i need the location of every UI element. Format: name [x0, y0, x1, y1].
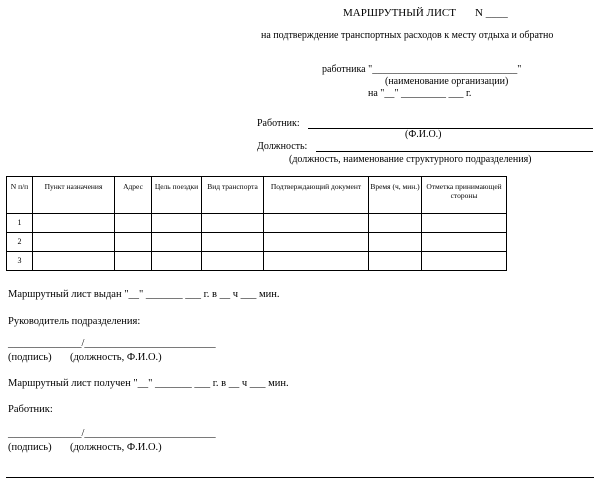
table-cell[interactable]: [369, 233, 422, 252]
column-header-number: N п/п: [7, 177, 33, 214]
fio-caption: (Ф.И.О.): [405, 129, 442, 140]
organization-caption: (наименование организации): [385, 76, 509, 87]
issued-line: Маршрутный лист выдан "__" _______ ___ г. в __ ч ___ мин.: [8, 289, 280, 300]
table-cell[interactable]: [33, 214, 115, 233]
table-cell[interactable]: [152, 252, 202, 271]
worker-name-field[interactable]: [308, 128, 593, 129]
document-title: МАРШРУТНЫЙ ЛИСТ: [343, 7, 456, 19]
table-cell[interactable]: [115, 252, 152, 271]
table-row: [7, 214, 507, 233]
position-caption: (должность, наименование структурного подразделения): [289, 154, 532, 165]
table-cell[interactable]: [152, 214, 202, 233]
received-line: Маршрутный лист получен "__" _______ ___ г. в __ ч ___ мин.: [8, 378, 289, 389]
document-subtitle: на подтверждение транспортных расходов к месту отдыха и обратно: [261, 30, 554, 41]
column-header-document: Подтверждающий документ: [264, 177, 369, 214]
head-signature-line[interactable]: ______________/_________________________: [8, 338, 216, 349]
table-cell[interactable]: [33, 233, 115, 252]
table-cell[interactable]: [422, 252, 507, 271]
table-cell[interactable]: [202, 233, 264, 252]
table-cell[interactable]: [369, 214, 422, 233]
table-cell[interactable]: [369, 252, 422, 271]
bottom-divider: [6, 477, 594, 478]
route-table: [6, 176, 507, 271]
document-number: N ____: [475, 7, 508, 19]
table-cell[interactable]: [264, 233, 369, 252]
row-number: 2: [7, 233, 33, 252]
table-cell[interactable]: [422, 233, 507, 252]
column-header-transport: Вид транспорта: [202, 177, 264, 214]
table-cell[interactable]: [33, 252, 115, 271]
table-cell[interactable]: [202, 214, 264, 233]
table-header-row: [7, 177, 507, 214]
column-header-purpose: Цель поездки: [152, 177, 202, 214]
row-number: 3: [7, 252, 33, 271]
column-header-destination: Пункт назначения: [33, 177, 115, 214]
worker-label: Работник:: [257, 118, 300, 129]
table-row: [7, 252, 507, 271]
received-worker-label: Работник:: [8, 404, 53, 415]
position-label: Должность:: [257, 141, 308, 152]
table-cell[interactable]: [264, 214, 369, 233]
column-header-host-mark: Отметка принимающей стороны: [422, 177, 507, 214]
worker-signature-line[interactable]: ______________/_________________________: [8, 428, 216, 439]
column-header-time: Время (ч, мин.): [369, 177, 422, 214]
head-of-department-label: Руководитель подразделения:: [8, 316, 141, 327]
head-signature-caption: (подпись) (должность, Ф.И.О.): [8, 352, 162, 363]
table-cell[interactable]: [115, 214, 152, 233]
column-header-address: Адрес: [115, 177, 152, 214]
row-number: 1: [7, 214, 33, 233]
worker-signature-caption: (подпись) (должность, Ф.И.О.): [8, 442, 162, 453]
date-line: на "__" _________ ___ г.: [368, 88, 472, 99]
table-cell[interactable]: [202, 252, 264, 271]
position-field[interactable]: [316, 151, 593, 152]
table-cell[interactable]: [264, 252, 369, 271]
table-cell[interactable]: [152, 233, 202, 252]
worker-organization-line: работника "_____________________________": [322, 64, 522, 75]
table-cell[interactable]: [422, 214, 507, 233]
table-row: [7, 233, 507, 252]
table-cell[interactable]: [115, 233, 152, 252]
